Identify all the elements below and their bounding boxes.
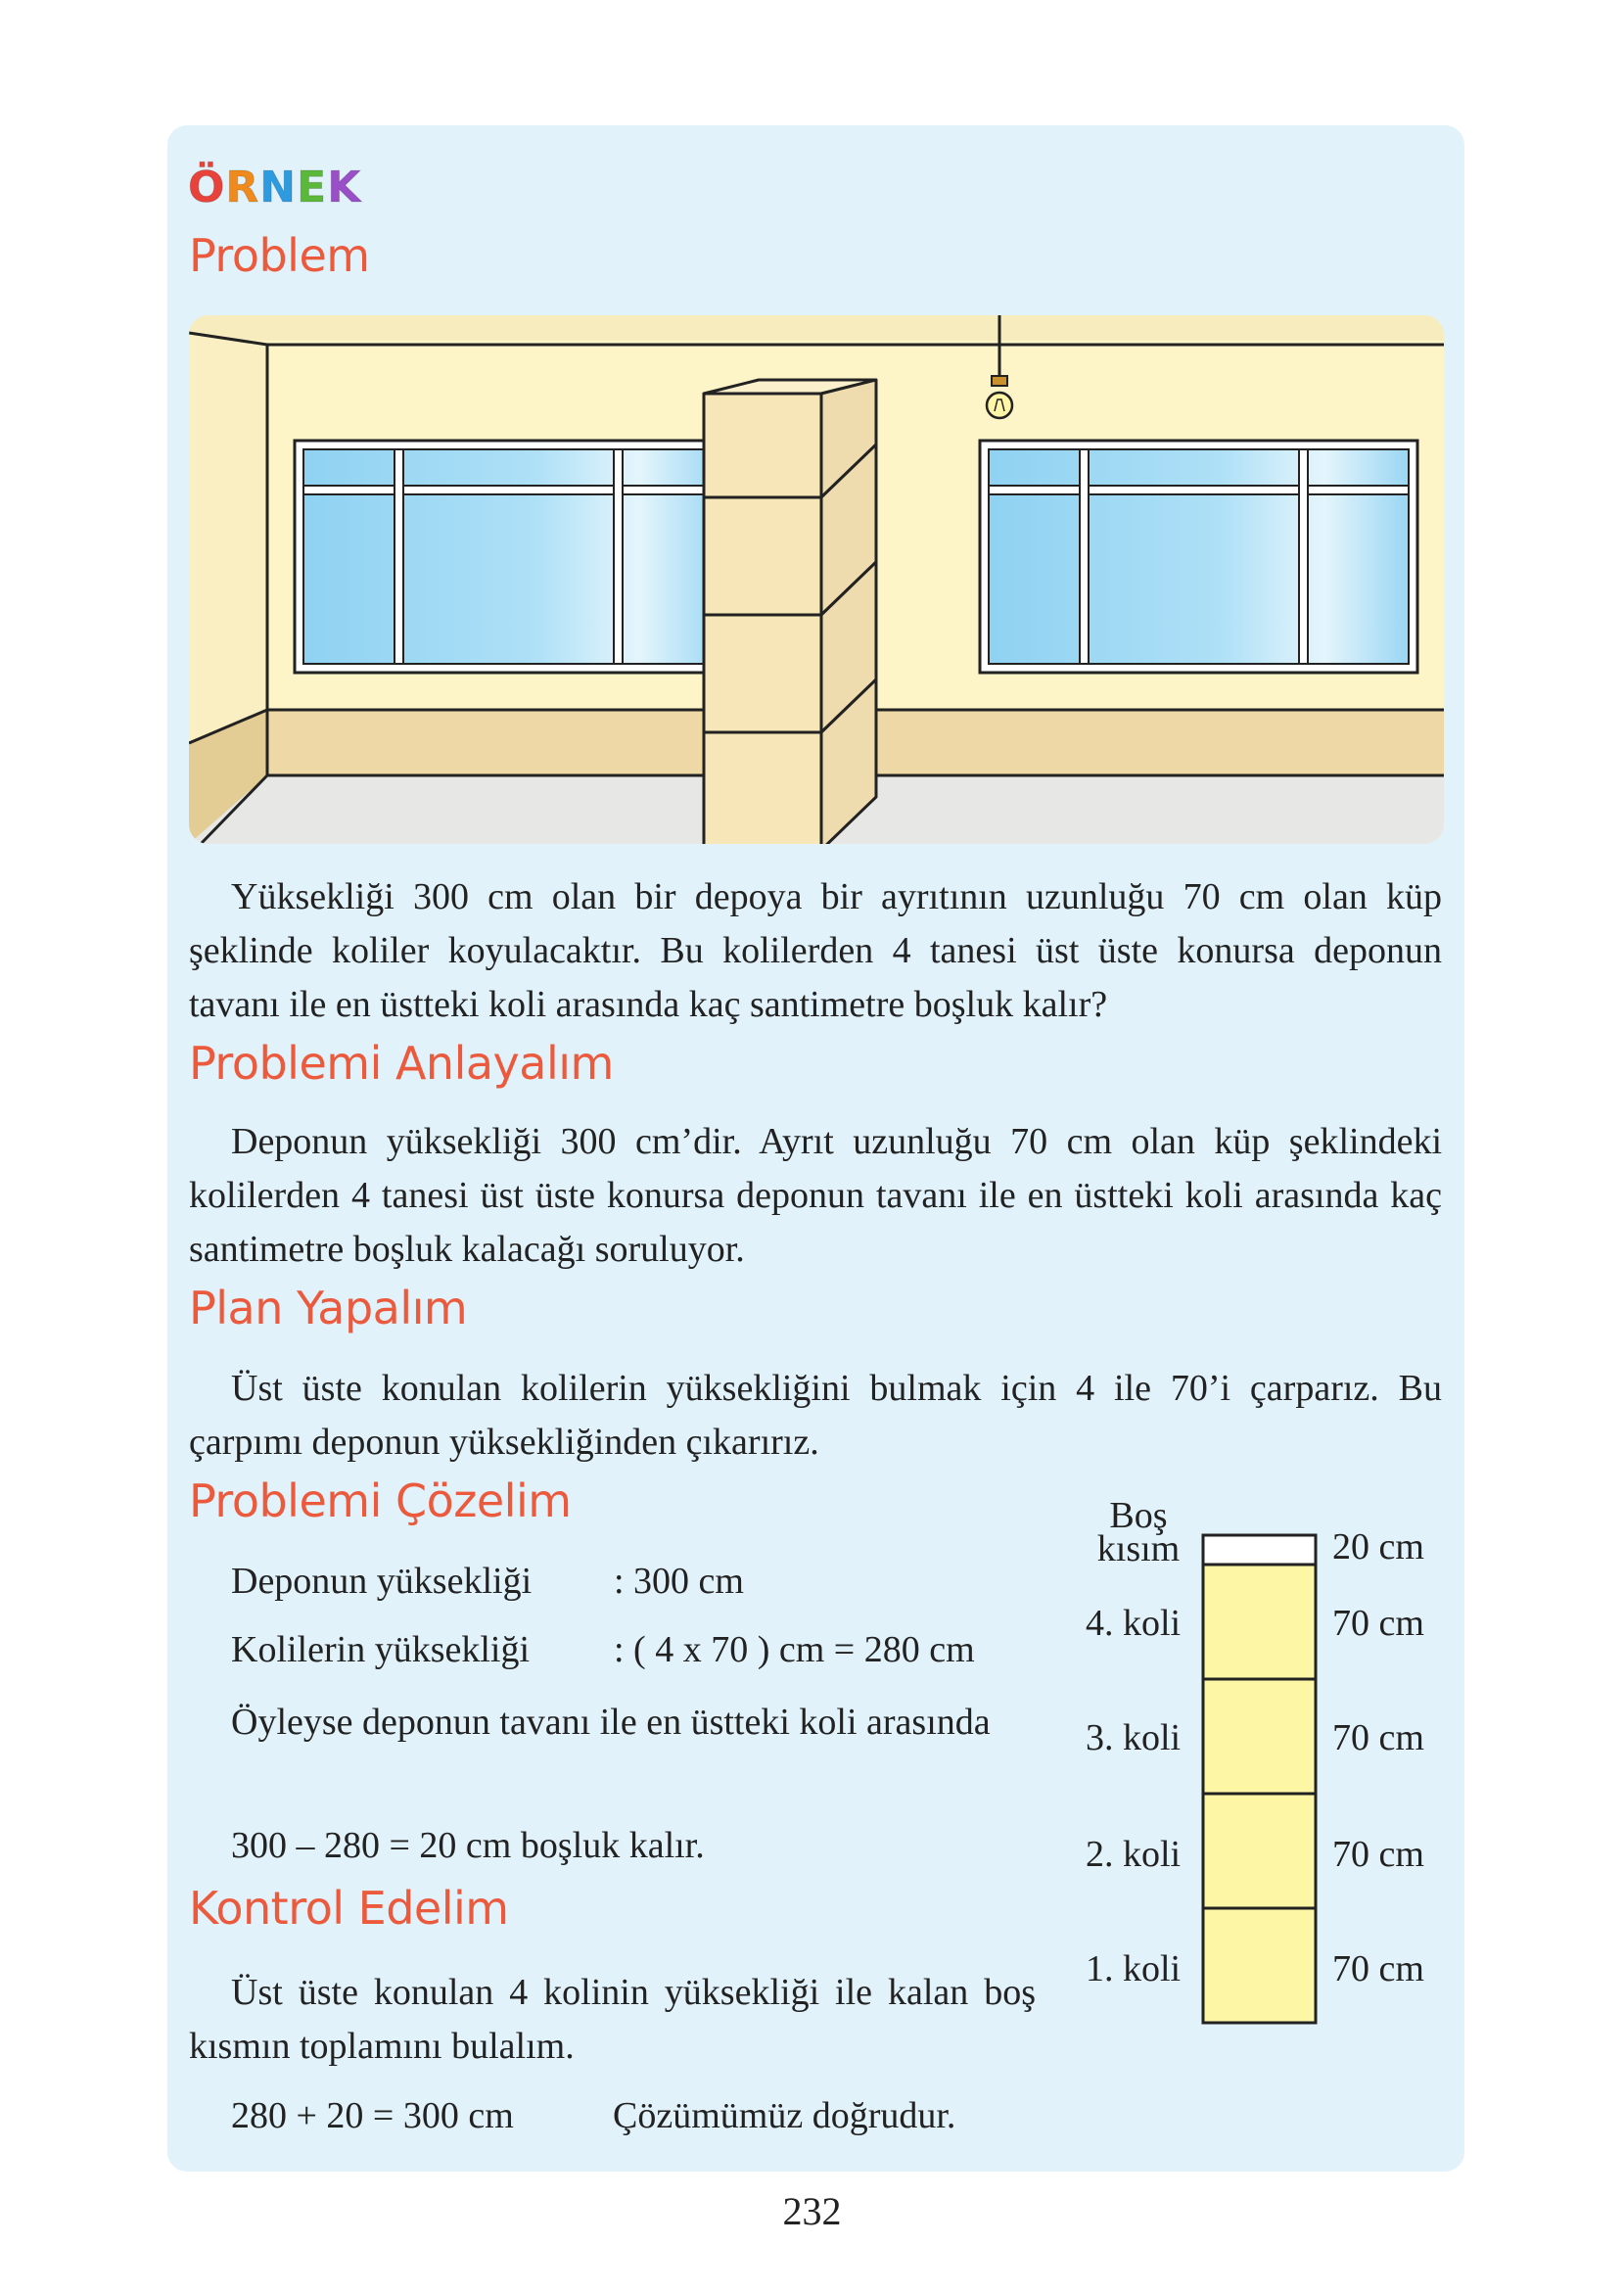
badge-letter: K — [327, 163, 362, 212]
box-2-value: 70 cm — [1332, 1834, 1424, 1875]
problem-text: Yüksekliği 300 cm olan bir depoya bir ayrıtının uzunluğu 70 cm olan küp şeklinde koliler koyulacaktır. Bu kolilerden 4 tanesi üst üste konursa deponun tavanı ile en üstteki koli arasında kaç santimetre boşluk kalır? — [189, 876, 1442, 1025]
empty-space-box — [1203, 1535, 1316, 1565]
depot-height-label: Deponun yüksekliği — [231, 1561, 533, 1602]
understand-text: Deponun yüksekliği 300 cm’dir. Ayrıt uzunluğu 70 cm olan küp şeklindeki kolilerden 4 tanesi üst üste konursa deponun tavanı ile en üstteki koli arasında kaç santimetre boşluk kalacağı soruluyor. — [189, 1121, 1442, 1270]
solve-heading: Problemi Çözelim — [189, 1474, 572, 1527]
boxes-height-label: Kolilerin yüksekliği — [231, 1629, 531, 1670]
empty-space-label-2: kısım — [1096, 1528, 1181, 1569]
box-2 — [1203, 1794, 1316, 1908]
badge-letter: Ö — [188, 163, 226, 212]
check-equation: 280 + 20 = 300 cm — [231, 2095, 514, 2136]
warehouse-illustration — [189, 315, 1444, 844]
understand-heading: Problemi Anlayalım — [189, 1037, 614, 1090]
solve-equation: 300 – 280 = 20 cm boşluk kalır. — [231, 1825, 705, 1866]
box-3-label: 3. koli — [1086, 1717, 1182, 1758]
box-3-value: 70 cm — [1332, 1717, 1424, 1758]
solve-conclusion: Öyleyse deponun tavanı ile en üstteki koli arasında — [231, 1702, 991, 1743]
badge-letter: N — [259, 163, 298, 212]
box-2-label: 2. koli — [1086, 1834, 1182, 1875]
boxes-height-value: : ( 4 x 70 ) cm = 280 cm — [614, 1629, 975, 1670]
check-result: Çözümümüz doğrudur. — [613, 2095, 956, 2136]
empty-space-label-1: Boş — [1109, 1495, 1168, 1536]
stacked-boxes — [704, 380, 876, 844]
box-4-label: 4. koli — [1086, 1603, 1182, 1644]
depot-height-value: : 300 cm — [614, 1561, 744, 1602]
box-1-value: 70 cm — [1332, 1948, 1424, 1989]
ornek-badge — [188, 163, 361, 212]
box-4 — [1203, 1565, 1316, 1679]
badge-letter: E — [297, 163, 328, 212]
plan-text: Üst üste konulan kolilerin yüksekliğini bulmak için 4 ile 70’i çarparız. Bu çarpımı deponun yüksekliğinden çıkarırız. — [189, 1368, 1442, 1463]
plan-heading: Plan Yapalım — [189, 1282, 468, 1334]
problem-heading: Problem — [189, 229, 370, 282]
box-4-value: 70 cm — [1332, 1603, 1424, 1644]
check-text: Üst üste konulan 4 kolinin yüksekliği ile kalan boş kısmın toplamını bulalım. — [189, 1972, 1036, 2067]
badge-letter: R — [225, 163, 260, 212]
empty-space-value: 20 cm — [1332, 1526, 1424, 1567]
box-3 — [1203, 1679, 1316, 1794]
box-1-label: 1. koli — [1086, 1948, 1182, 1989]
check-heading: Kontrol Edelim — [189, 1882, 509, 1935]
box-1 — [1203, 1908, 1316, 2023]
box-stack-diagram — [1072, 1488, 1459, 2041]
page-number: 232 — [782, 2189, 842, 2233]
